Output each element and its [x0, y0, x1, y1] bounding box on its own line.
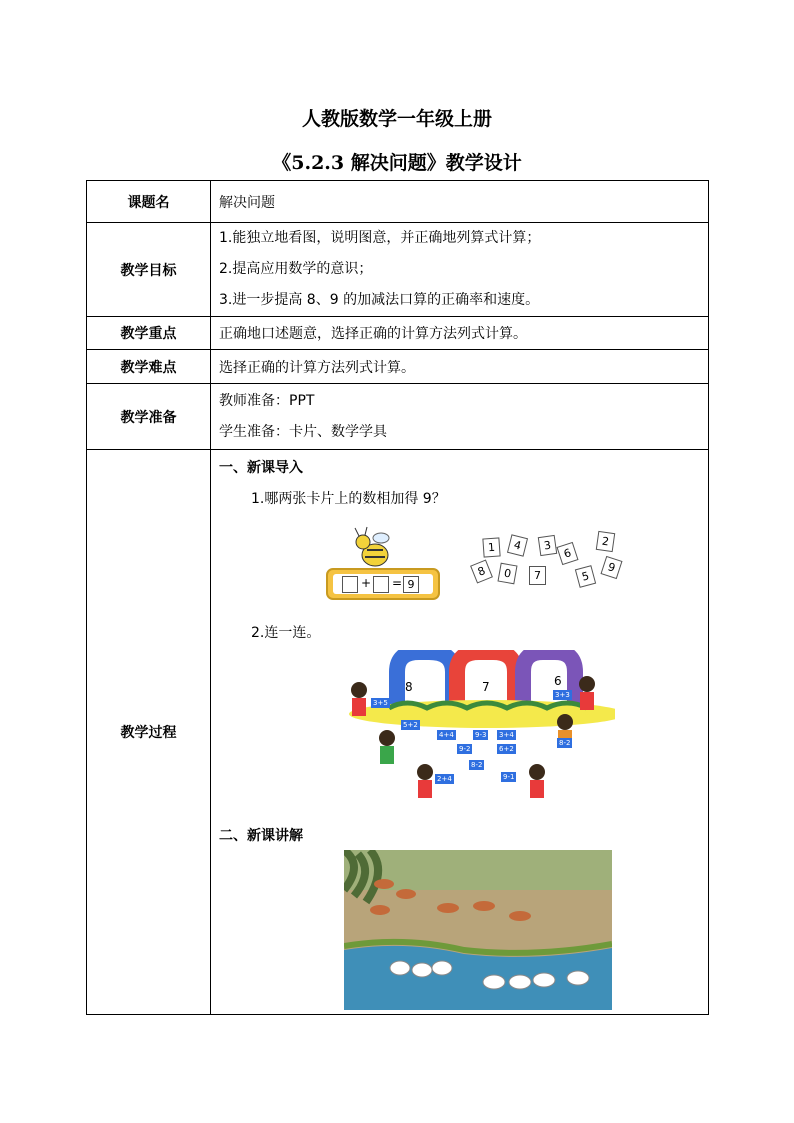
deer-geese-illustration: [344, 850, 612, 1010]
section-heading: 一、新课导入: [219, 460, 303, 476]
number-card: 0: [497, 563, 517, 585]
process-content: [211, 450, 709, 1015]
expression-card: 4+4: [439, 731, 454, 739]
expression-card: 9-1: [503, 773, 515, 781]
expression-card: 8-2: [559, 739, 571, 747]
number-card: 9: [600, 556, 622, 579]
expression-card: 3+4: [499, 731, 514, 739]
result-box: 9: [403, 576, 419, 593]
expression-card: 9-2: [459, 745, 471, 753]
arch-number: 8: [405, 680, 413, 694]
expression-card: 2+4: [437, 775, 452, 783]
preparation-label: 教学准备: [87, 384, 211, 450]
plus-sign: +: [361, 576, 372, 590]
difficulty-value: 选择正确的计算方法列式计算。: [211, 350, 709, 384]
expression-card: 3+3: [555, 691, 570, 699]
objectives-label: 教学目标: [87, 223, 211, 317]
topic-label: 课题名: [87, 181, 211, 223]
topic-value: 解决问题: [211, 181, 709, 223]
expression-card: 8-2: [471, 761, 483, 769]
objective-item: 3.进一步提高 8、9 的加减法口算的正确率和速度。: [219, 292, 540, 308]
blank-box: [342, 576, 358, 593]
preparation-item: 教师准备：PPT: [219, 392, 315, 409]
difficulty-label: 教学难点: [87, 350, 211, 384]
section-heading: 二、新课讲解: [219, 828, 303, 844]
expression-card: 9-3: [475, 731, 487, 739]
arch-number: 7: [482, 680, 490, 694]
number-card: 4: [507, 534, 528, 557]
expression-card: 6+2: [499, 745, 514, 753]
number-card: 7: [529, 566, 546, 585]
lesson-plan-table: [86, 180, 709, 1015]
question-2: 2.连一连。: [251, 625, 321, 641]
number-card: 6: [556, 542, 578, 565]
preparation-item: 学生准备：卡片、数学学具: [219, 423, 387, 440]
objective-item: 2.提高应用数学的意识；: [219, 261, 373, 277]
blank-box: [373, 576, 389, 593]
key-point-value: 正确地口述题意，选择正确的计算方法列式计算。: [211, 317, 709, 350]
matching-arches-figure: [337, 650, 615, 812]
number-card: 3: [538, 535, 557, 556]
deer-geese-figure: [344, 850, 612, 1010]
number-card: 8: [470, 560, 493, 584]
key-point-label: 教学重点: [87, 317, 211, 350]
objective-item: 1.能独立地看图，说明图意，并正确地列算式计算；: [219, 230, 541, 246]
bee-icon: [315, 525, 445, 605]
number-card: 5: [575, 565, 596, 588]
question-1: 1.哪两张卡片上的数相加得 9？: [251, 491, 446, 507]
number-card: 1: [482, 537, 500, 557]
document-title: 人教版数学一年级上册: [301, 108, 492, 130]
expression-card: 3+5: [373, 699, 388, 707]
number-card: 2: [596, 531, 615, 552]
process-label: 教学过程: [87, 450, 211, 1015]
expression-card: 5+2: [403, 721, 418, 729]
document-subtitle: 《5.2.3 解决问题》教学设计: [272, 152, 522, 174]
number-cards-figure: [466, 532, 626, 612]
arch-number: 6: [554, 674, 562, 688]
equals-sign: =: [392, 576, 403, 590]
bee-equation-figure: [315, 525, 445, 605]
